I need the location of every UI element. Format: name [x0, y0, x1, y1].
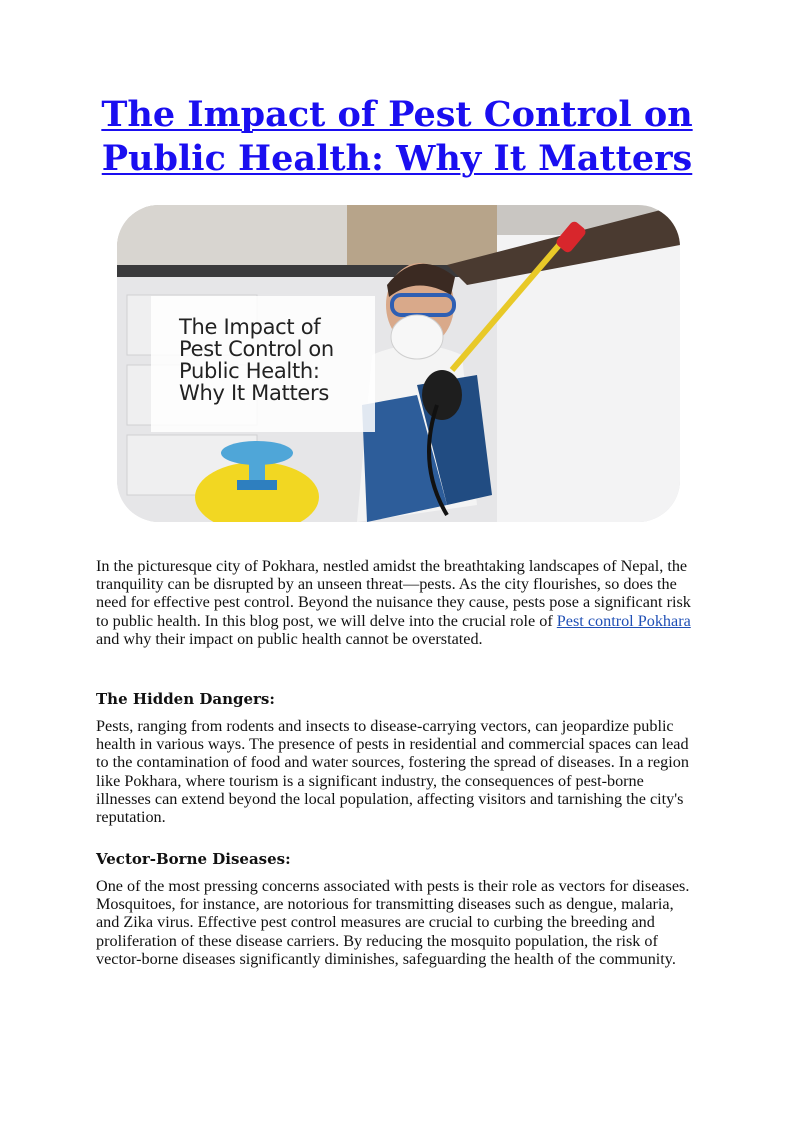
hero-overlay-title: The Impact of Pest Control on Public Health: Why It Matters	[179, 315, 334, 405]
section-heading-hidden-dangers: The Hidden Dangers:	[96, 690, 275, 708]
intro-text-start: In the picturesque city of Pokhara, nestled amidst the breathtaking landscapes of Nepal, the tranquility can be disrupted by an unseen threat—pests. As the city flourishes, so does the need for effective pest control. Beyond the nuisance they cause, pests pose a significant risk to public health. In this blog post, we will delve into the crucial role of	[96, 557, 691, 630]
section-body-vector-borne: One of the most pressing concerns associated with pests is their role as vectors for diseases. Mosquitoes, for instance, are notorious for transmitting diseases such as dengue, malaria, and Zika virus. Effective pest control measures are crucial to curbing the breeding and proliferation of these disease carriers. By reducing the mosquito population, the risk of vector-borne diseases significantly diminishes, safeguarding the health of the community.	[96, 877, 690, 968]
section-heading-vector-borne: Vector-Borne Diseases:	[96, 850, 291, 868]
article-title	[60, 93, 734, 181]
article-title-link[interactable]: The Impact of Pest Control on Public Health: Why It Matters	[101, 94, 693, 179]
pest-control-pokhara-link[interactable]: Pest control Pokhara	[556, 611, 691, 630]
section-body-hidden-dangers: Pests, ranging from rodents and insects to disease-carrying vectors, can jeopardize public health in various ways. The presence of pests in residential and commercial spaces can lead to the contamination of food and water sources, fostering the spread of diseases. In a region like Pokhara, where tourism is a significant industry, the consequences of pest-borne illnesses can extend beyond the local population, affecting visitors and tarnishing the city's reputation.	[96, 717, 689, 827]
intro-paragraph	[96, 557, 696, 648]
hero-image	[117, 205, 680, 522]
intro-text-end: and why their impact on public health cannot be overstated.	[96, 629, 483, 648]
hero-text-overlay	[151, 296, 375, 432]
